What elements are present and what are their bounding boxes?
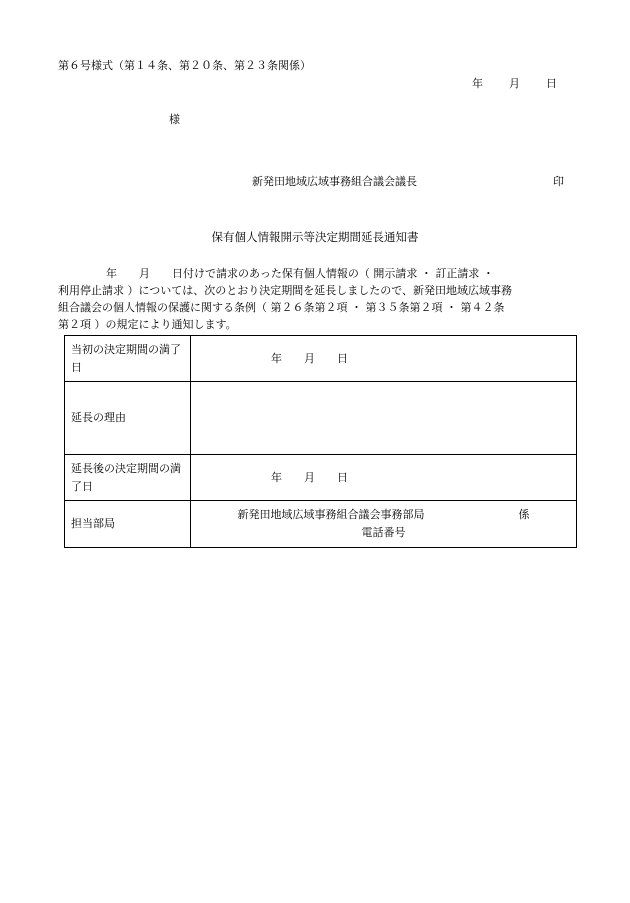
extended-deadline-value: 年 月 日 — [191, 455, 577, 501]
extension-reason-label: 延長の理由 — [65, 382, 191, 455]
issue-date — [472, 77, 557, 91]
date-day: 日 — [546, 77, 557, 90]
original-deadline-value: 年 月 日 — [191, 336, 577, 382]
table-row — [65, 455, 577, 501]
body-line-4: 第２項 ）の規定により通知します。 — [58, 318, 237, 331]
section-suffix: 係 — [518, 508, 530, 521]
info-table — [64, 335, 577, 548]
sender-name: 新発田地域広域事務組合議会議長 — [252, 175, 417, 188]
date-month: 月 — [509, 77, 520, 90]
seal-mark: 印 — [553, 175, 564, 188]
body-paragraph — [58, 265, 578, 333]
department-label: 担当部局 — [65, 501, 191, 548]
original-deadline-label: 当初の決定期間の満了日 — [65, 336, 191, 382]
extended-deadline-label: 延長後の決定期間の満了日 — [65, 455, 191, 501]
document-title: 保有個人情報開示等決定期間延長通知書 — [211, 230, 419, 244]
body-line-1: 年 月 日付けで請求のあった保有個人情報の（ 開示請求 ・ 訂正請求 ・ — [106, 267, 494, 280]
table-row — [65, 336, 577, 382]
phone-label: 電話番号 — [361, 526, 406, 539]
body-line-2: 利用停止請求 ）については、次のとおり決定期間を延長しましたので、新発田地域広域事務 — [58, 284, 513, 297]
table-row — [65, 382, 577, 455]
extension-reason-value — [191, 382, 577, 455]
table-row — [65, 501, 577, 548]
addressee: 様 — [169, 113, 180, 126]
date-year: 年 — [472, 77, 483, 90]
form-number: 第６号様式（第１４条、第２０条、第２３条関係） — [58, 59, 311, 72]
office-name: 新発田地域広域事務組合議会事務部局 — [237, 508, 425, 521]
department-value — [191, 501, 577, 548]
body-line-3: 組合議会の個人情報の保護に関する条例（ 第２６条第２項 ・ 第３５条第２項 ・ 第４２条 — [58, 301, 505, 314]
